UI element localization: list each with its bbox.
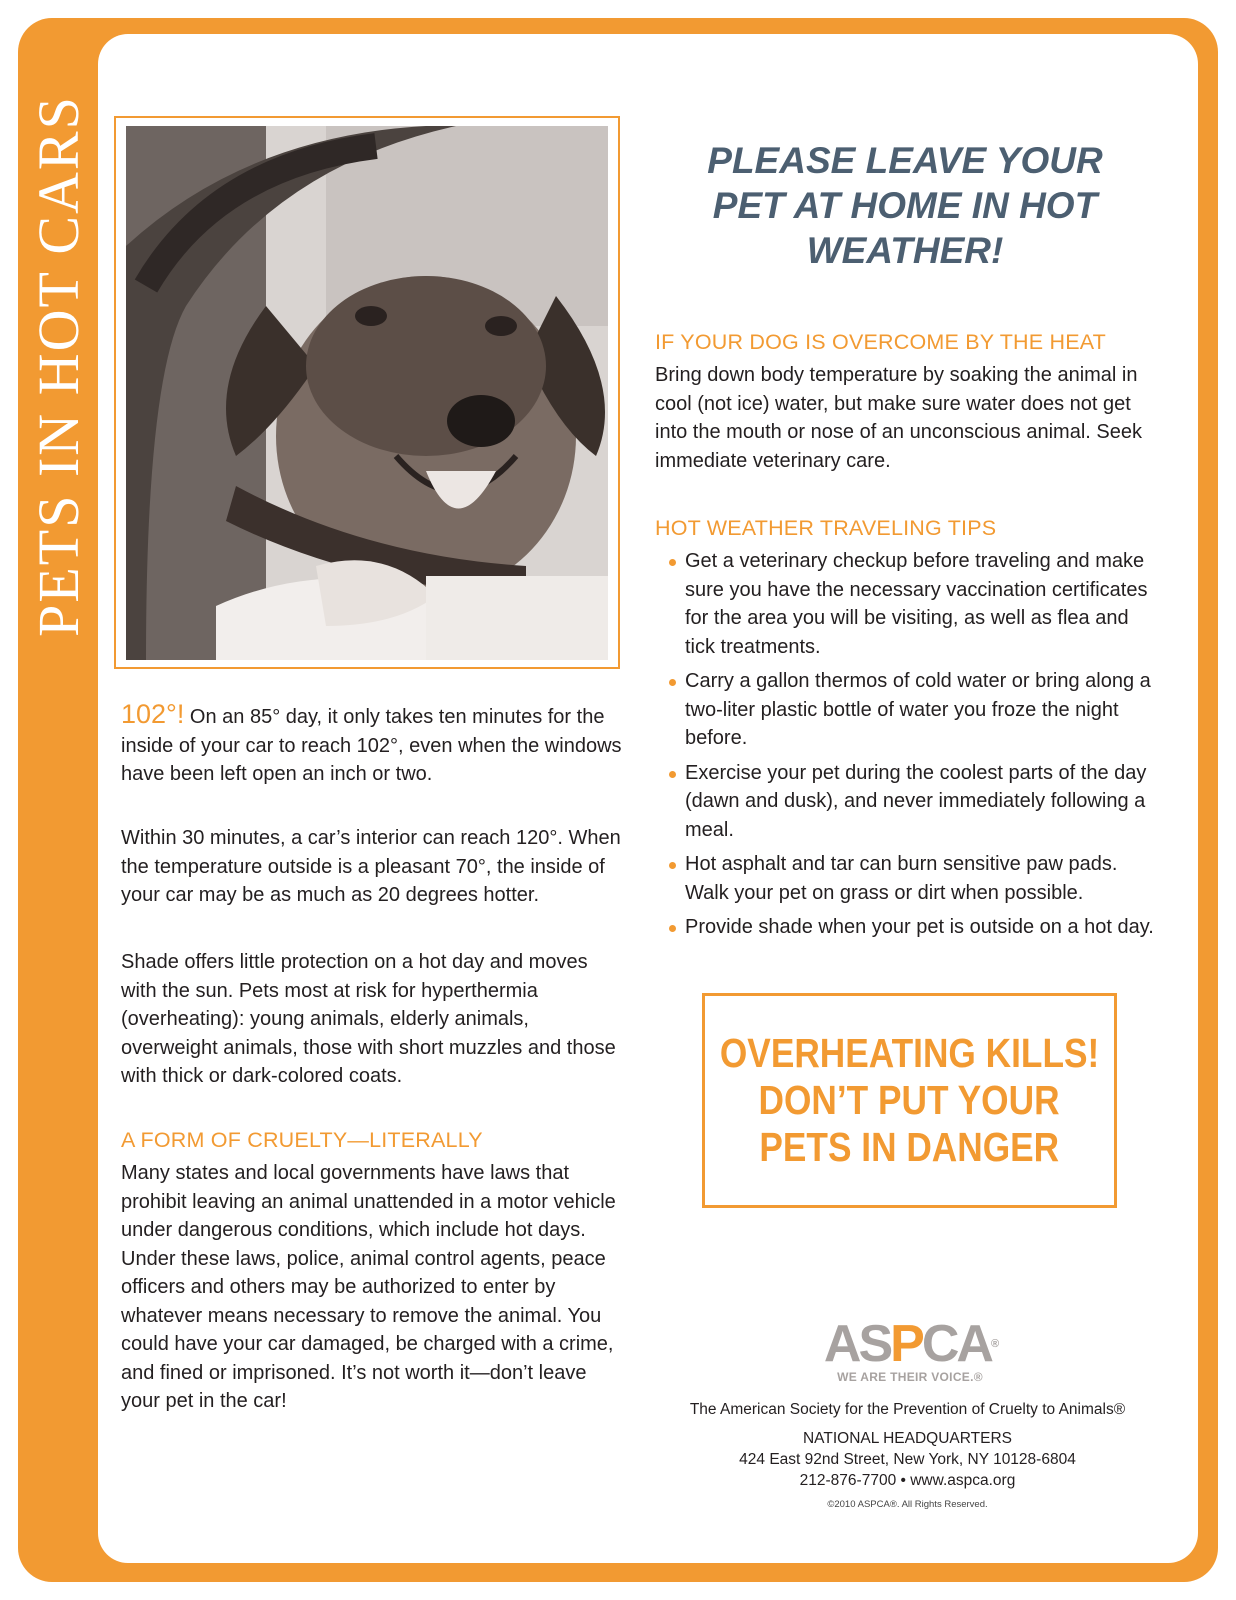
address-block xyxy=(660,1428,1155,1491)
photo-frame xyxy=(114,116,620,669)
warning-line-1: OVERHEATING KILLS! xyxy=(719,1030,1100,1076)
dog-in-car-photo-icon xyxy=(126,126,608,660)
paragraph-102 xyxy=(121,700,626,789)
page-headline xyxy=(650,138,1160,273)
cruelty-section xyxy=(121,1128,626,1416)
phone-web: 212-876-7700 • www.aspca.org xyxy=(799,1472,1016,1489)
tips-section xyxy=(655,516,1155,948)
tips-list xyxy=(655,547,1155,942)
cruelty-text: Many states and local governments have laws that prohibit leaving an animal unattended in a motor vehicle under dangerous conditions, which include hot days. Under these laws, police, animal control agents, peace officers and others may be authorized to enter by whatever means necessary to remove the animal. You could have your car damaged, be charged with a crime, and fined or imprisoned. It’s not worth it—don’t leave your pet in the car! xyxy=(121,1162,616,1412)
bullet-icon xyxy=(669,559,676,566)
lead-102: 102°! xyxy=(121,699,185,729)
logo-tagline: WE ARE THEIR VOICE.® xyxy=(837,1370,983,1384)
org-name: The American Society for the Prevention of Cruelty to Animals® xyxy=(689,1401,1126,1418)
bullet-icon xyxy=(669,771,676,778)
list-item: Get a veterinary checkup before traveling and make sure you have the necessary vaccination certificates for the area you will be visiting, as well as flea and tick treatments. xyxy=(655,547,1155,661)
bullet-icon xyxy=(669,679,676,686)
paragraph-120: Within 30 minutes, a car’s interior can reach 120°. When the temperature outside is a pleasant 70°, the inside of your car may be as much as 20 degrees hotter. xyxy=(121,827,621,906)
overcome-heading: IF YOUR DOG IS OVERCOME BY THE HEAT xyxy=(655,330,1107,354)
logo-wordmark: ASPCA® xyxy=(823,1315,997,1373)
bullet-icon xyxy=(669,925,676,932)
street-address: 424 East 92nd Street, New York, NY 10128-6804 xyxy=(739,1451,1076,1468)
tips-heading: HOT WEATHER TRAVELING TIPS xyxy=(655,516,997,540)
hq-label: NATIONAL HEADQUARTERS xyxy=(802,1430,1012,1447)
paragraph-shade: Shade offers little protection on a hot day and moves with the sun. Pets most at risk for hyperthermia (overheating): young animals, elderly animals, overweight animals, those with short muzzles and those with thick or dark-colored coats. xyxy=(121,951,616,1087)
spine-title: PETS IN HOT CARS xyxy=(26,95,91,637)
overcome-text: Bring down body temperature by soaking the animal in cool (not ice) water, but make sure water does not get into the mouth or nose of an unconscious animal. Seek immediate veterinary care. xyxy=(655,364,1142,472)
headline-line-2: PET AT HOME IN HOT xyxy=(712,185,1098,226)
list-item: Hot asphalt and tar can burn sensitive paw pads. Walk your pet on grass or dirt when possible. xyxy=(655,850,1155,907)
warning-line-2: DON’T PUT YOUR xyxy=(758,1077,1061,1123)
overcome-section xyxy=(655,330,1155,475)
headline-line-1: PLEASE LEAVE YOUR xyxy=(707,140,1103,181)
bullet-icon xyxy=(669,862,676,869)
paragraph-102-text: On an 85° day, it only takes ten minutes for the inside of your car to reach 102°, even when the windows have been left open an inch or two. xyxy=(121,706,622,785)
cruelty-heading: A FORM OF CRUELTY—LITERALLY xyxy=(121,1128,483,1152)
copyright: ©2010 ASPCA®. All Rights Reserved. xyxy=(827,1499,988,1510)
aspca-logo xyxy=(700,1316,1120,1384)
warning-line-3: PETS IN DANGER xyxy=(759,1124,1060,1170)
list-item: Provide shade when your pet is outside on a hot day. xyxy=(655,913,1155,942)
list-item: Carry a gallon thermos of cold water or bring along a two-liter plastic bottle of water you froze the night before. xyxy=(655,667,1155,753)
list-item: Exercise your pet during the coolest parts of the day (dawn and dusk), and never immediately following a meal. xyxy=(655,759,1155,845)
warning-box xyxy=(702,993,1117,1208)
headline-line-3: WEATHER! xyxy=(806,230,1004,271)
